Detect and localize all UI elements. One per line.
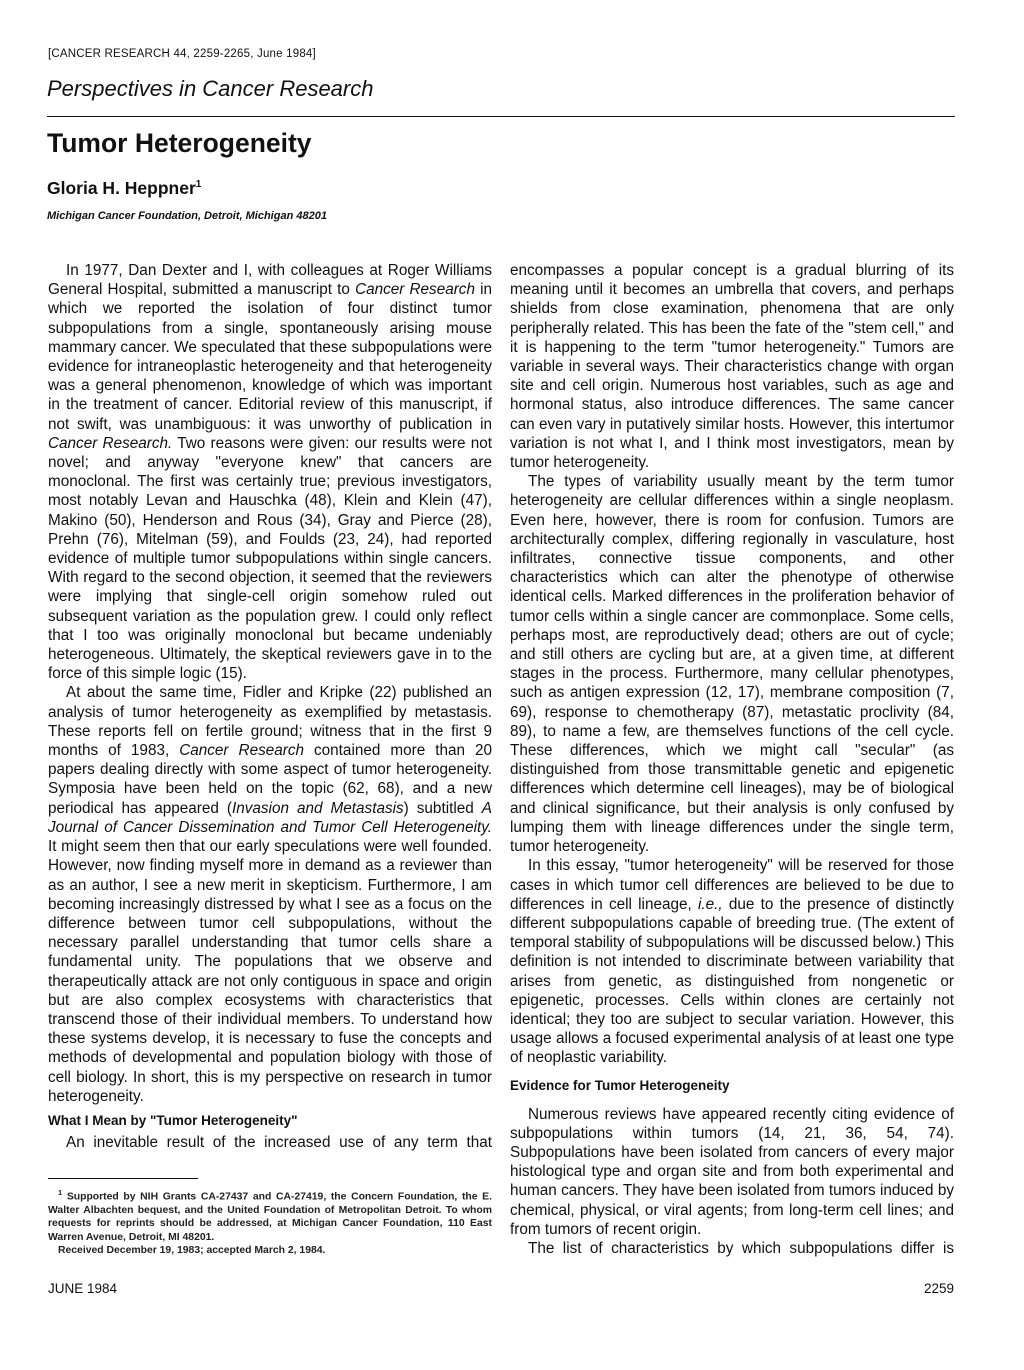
- author-name: Gloria H. Heppner: [47, 178, 196, 198]
- article-title: Tumor Heterogeneity: [47, 128, 312, 158]
- right-paragraph-4: Numerous reviews have appeared recently citing evidence of subpopulations within tumors (14, 21, 36, 54, 74). Subpopulations have been isolated from cancers of every major histological type and organ site and from both experimental and human cancers. They have been isolated from tumors induced by chemical, physical, or viral agents; from long-term cell lines; and from tumors of recent origin.: [510, 1105, 954, 1238]
- left-column: [48, 261, 492, 1152]
- footnote-mark: 1: [58, 1188, 63, 1197]
- subtitle-emphasis: A Journal of Cancer Dissemination and Tumor Cell Heterogeneity.: [48, 799, 492, 836]
- text-run: In 1977, Dan Dexter and I, with colleagues at Roger Williams General Hospital, submitted a manuscript to: [48, 262, 492, 299]
- text-run: in which we reported the isolation of four distinct tumor subpopulations from a single, spontaneously arising mouse mammary cancer. We speculated that these subpopulations were evidence for intraneoplastic heterogeneity and that heterogeneity was a general phenomenon, knowledge of which was important in the treatment of cancer. Editorial review of this manuscript, if not swift, was unambiguous: it was unworthy of publication in: [48, 281, 492, 433]
- footnote-rule: [48, 1178, 198, 1179]
- series-title: Perspectives in Cancer Research: [47, 76, 374, 101]
- received-line: Received December 19, 1983; accepted March 2, 1984.: [58, 1245, 326, 1257]
- right-paragraph-2: The types of variability usually meant by the term tumor heterogeneity are cellular differences within a single neoplasm. Even here, however, there is room for confusion. Tumors are architecturally complex, differing regionally in vasculature, host infiltrates, connective tissue components, and other characteristics which can alter the phenotype of otherwise identical cells. Marked differences in the proliferation behavior of tumor cells within a single cancer are commonplace. Some cells, perhaps most, are reproductively dead; others are out of cycle; and still others are cycling but are, at a given time, at different stages in the process. Furthermore, many cellular phenotypes, such as antigen expression (12, 17), membrane composition (7, 69), response to chemotherapy (87), metastatic proclivity (84, 89), to name a few, are themselves functions of the cell cycle. These differences, which we might call "secular" (as distinguished from those transmittable genetic and epigenetic differences which determine cell lineages), may be of biological and clinical significance, but their analysis is only confused by lumping them with lineage differences under the single term, tumor heterogeneity.: [510, 473, 954, 856]
- left-paragraph-1: [48, 261, 492, 683]
- footnote-text: Supported by NIH Grants CA-27437 and CA-27419, the Concern Foundation, the E. Walter Albachten bequest, and the United Foundation of Metropolitan Detroit. To whom requests for reprints should be addressed, at Michigan Cancer Foundation, 110 East Warren Avenue, Detroit, MI 48201.: [48, 1191, 492, 1243]
- section-heading-evidence: Evidence for Tumor Heterogeneity: [510, 1077, 730, 1093]
- abbreviation-emphasis: i.e.,: [697, 895, 723, 913]
- footer-date: JUNE 1984: [48, 1281, 118, 1296]
- page-number: 2259: [923, 1281, 954, 1296]
- periodical-name-emphasis: Invasion and Metastasis: [231, 799, 404, 817]
- text-run: It might seem then that our early speculations were well founded. However, now finding myself more in demand as a reviewer than as an author, I see a new merit in skepticism. Furthermore, I am becoming increasingly distressed by what I see as a focus on the difference between tumor cell subpopulations, without the necessary parallel understanding that tumor cells share a fundamental unity. The populations that we observe and therapeutically attack are not only contiguous in space and origin but are also complex ecosystems with characteristics that transcend those of their individual members. To understand how these systems develop, it is necessary to fuse the concepts and methods of developmental and population biology with those of cell biology. In short, this is my perspective on research in tumor heterogeneity.: [48, 838, 492, 1105]
- author-line: [47, 178, 201, 199]
- section-heading-what-i-mean: What I Mean by "Tumor Heterogeneity": [48, 1112, 298, 1128]
- text-run: due to the presence of distinctly different subpopulations capable of breeding true. (The extent of temporal stability of subpopulations will be discussed below.) This definition is not intended to discriminate between variability that arises from genetic, as distinguished from nongenetic or epigenetic, processes. Cells within clones are certainly not identical; they too are subject to secular variation. However, this usage allows a focused experimental analysis of at least one type of neoplastic variability.: [510, 895, 954, 1067]
- footnote-1: [48, 1186, 492, 1244]
- journal-name-emphasis: Cancer Research: [179, 742, 305, 760]
- journal-name-emphasis: Cancer Research.: [48, 434, 173, 452]
- affiliation: Michigan Cancer Foundation, Detroit, Michigan 48201: [47, 210, 327, 222]
- header-rule: [47, 116, 955, 117]
- author-footnote-mark: 1: [195, 179, 202, 190]
- right-column: [510, 261, 954, 1258]
- text-run: In this essay, "tumor heterogeneity" will be reserved for those cases in which tumor cell differences are believed to be due to differences in cell lineage,: [510, 857, 954, 913]
- left-paragraph-3: An inevitable result of the increased use of any term that: [66, 1133, 492, 1151]
- text-run: ) subtitled: [403, 799, 482, 817]
- left-paragraph-2: [48, 683, 492, 1105]
- footnotes: [48, 1186, 492, 1258]
- text-run: At about the same time, Fidler and Kripke (22) published an analysis of tumor heterogeneity as exemplified by metastasis. These reports fell on fertile ground; witness that in the first 9 months of 1983,: [48, 684, 492, 760]
- journal-reference: [CANCER RESEARCH 44, 2259-2265, June 1984]: [48, 48, 316, 60]
- right-paragraph-1: encompasses a popular concept is a gradual blurring of its meaning until it becomes an umbrella that covers, and perhaps shields from close examination, phenomena that are only peripherally related. This has been the fate of the "stem cell," and it is happening to the term "tumor heterogeneity." Tumors are variable in several ways. Their characteristics change with organ site and cell origin. Numerous host variables, such as age and hormonal status, also introduce differences. The same cancer can even vary in putatively similar hosts. However, this intertumor variation is not what I, and I think most investigators, mean by tumor heterogeneity.: [510, 262, 954, 472]
- right-paragraph-3: [510, 856, 954, 1067]
- text-run: contained more than 20 papers dealing directly with some aspect of tumor heterogeneity. Symposia have been held on the topic (62, 68), and a new periodical has appeared (: [48, 742, 493, 817]
- text-run: Two reasons were given: our results were not novel; and anyway "everyone knew" that cancers are monoclonal. The first was certainly true; previous investigators, most notably Levan and Hauschka (48), Klein and Klein (47), Makino (50), Henderson and Rous (34), Gray and Pierce (28), Prehn (76), Mitelman (59), and Foulds (23, 24), had reported evidence of multiple tumor subpopulations within single cancers. With regard to the second objection, it seemed that the reviewers were implying that single-cell origin somehow ruled out subsequent variation as the population grew. I could only reflect that I too was originally monoclonal but became undeniably heterogeneous. Ultimately, the skeptical reviewers gave in to the force of this simple logic (15).: [48, 434, 492, 683]
- journal-name-emphasis: Cancer Research: [355, 281, 475, 299]
- right-paragraph-5: The list of characteristics by which subpopulations differ is: [528, 1239, 954, 1257]
